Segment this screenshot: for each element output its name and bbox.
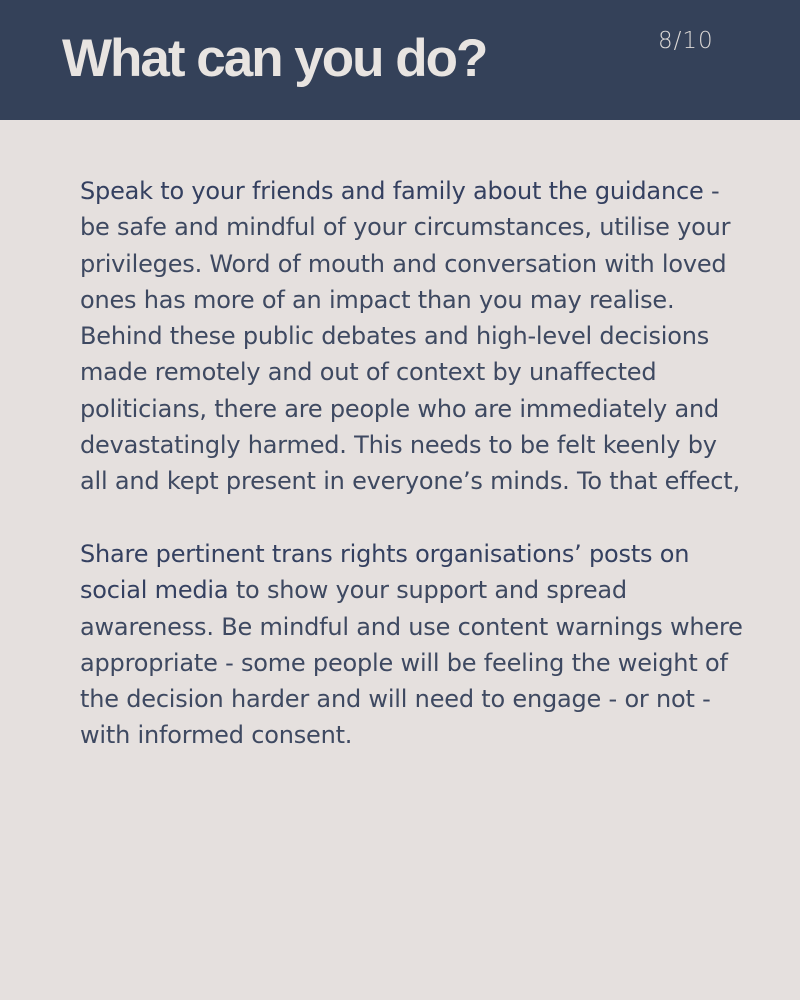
page-indicator: 8/10: [658, 28, 714, 54]
paragraph-body: - be safe and mindful of your circumstances, utilise your privileges. Word of mouth and conversation with loved ones has more of an impact than you may realise. Behind these public debates and high-level decisions made remotely and out of context by unaffected politicians, there are people who are immediately and devastatingly harmed. This needs to be felt keenly by all and kept present in everyone’s minds. To that effect,: [80, 177, 740, 496]
paragraph-lead: Share pertinent trans rights organisations’ posts on social media: [80, 539, 690, 605]
paragraph-share-posts: [80, 536, 750, 754]
paragraph-speak-to-friends: [80, 173, 750, 500]
header-bar: [0, 0, 800, 120]
content-area: [80, 173, 750, 754]
paragraph-lead: Speak to your friends and family about the guidance: [80, 177, 704, 205]
page-title: What can you do?: [62, 29, 487, 88]
paragraph-body: to show your support and spread awareness. Be mindful and use content warnings where appropriate - some people will be feeling the weight of the decision harder and will need to engage - or not - with informed consent.: [80, 576, 743, 750]
